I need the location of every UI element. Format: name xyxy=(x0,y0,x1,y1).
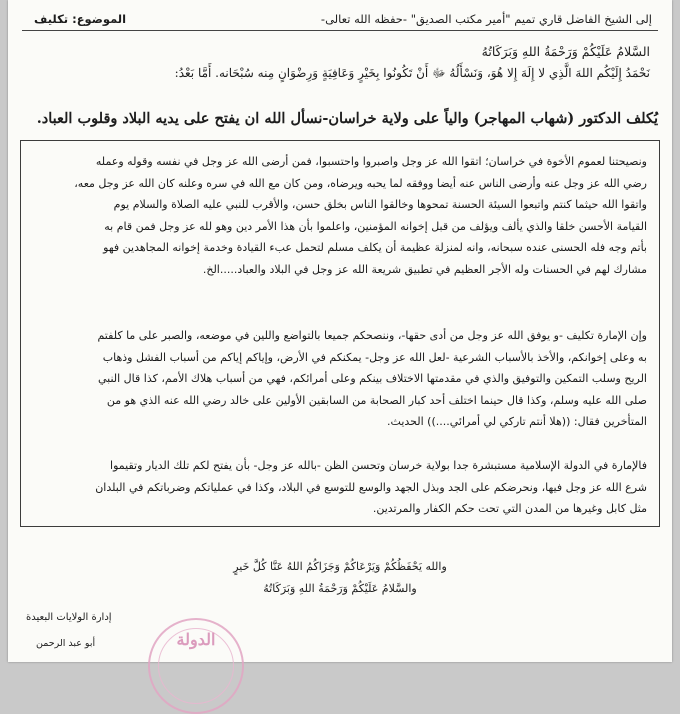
body-line: الريح وسلب التمكين والتوفيق والذي في مقدمتها الاختلاف بينكم وعلى أمرائكم، فهي من أسباب هلاك الأمم، كذا قال النبي xyxy=(97,372,647,385)
assignment-statement: يُكلف الدكتور (شهاب المهاجر) والياً على ولاية خراسان-نسأل الله ان يفتح على يديه البلاد وقلوب العباد. xyxy=(36,110,658,127)
letter-page xyxy=(8,0,672,662)
body-line: وإن الإمارة تكليف -و يوفق الله عز وجل من أدى حقها-، وننصحكم جميعا بالتواضع واللين في موضعه، والصبر على ما كلفتم xyxy=(97,329,647,342)
body-line: به وعلى إخوانكم، والأخذ بالأسباب الشرعية -لعل الله عز وجل- يمكنكم في الأرض، وإياكم إياكم من أسباب الفشل وذهاب xyxy=(102,350,647,364)
greeting: السَّلامُ عَلَيْكُمْ وَرَحْمَةُ اللهِ وَبَرَكَاتُهُ xyxy=(481,44,650,59)
body-paragraph-2 xyxy=(35,325,647,433)
closing-prayer: والله يَحْفَظُكُمْ وَيَرْعَاكُمْ وَجَزَاكُمُ اللهُ عَنَّا كُلَّ خَيرٍ xyxy=(233,560,447,573)
body-line: القيامة الأحسن خلقا والذي يألف ويؤلف من قبل إخوانه المؤمنين، واعلموا بأن هذا الأمر دين وهو لله عز وجل فمن قام به xyxy=(104,219,647,233)
body-line: ونصيحتنا لعموم الأخوة في خراسان؛ اتقوا الله عز وجل واصبروا واحتسبوا، فمن أرضى الله عز وجل في نفسه وقوله وعمله xyxy=(95,155,647,168)
subject-line: الموضوع: تكليف xyxy=(34,12,127,26)
body-line: صلى الله عليه وسلم، وكذا قال حينما اختلف أحد كبار الصحابة من السابقين الأولين على خالد رضي الله عنه الذي هو من xyxy=(106,393,647,407)
closing-salutation: والسَّلامُ عَلَيْكُمْ وَرَحْمَةُ اللهِ وَبَرَكَاتُهُ xyxy=(263,582,417,595)
body-line: واتقوا الله حيثما كنتم واتبعوا السيئة الحسنة تمحوها وخالقوا الناس بخلق حسن، والأقرب للنبي عليه الصلاة والسلام يوم xyxy=(113,198,647,211)
body-paragraph-1 xyxy=(35,151,647,280)
signature-office: إدارة الولايات البعيدة xyxy=(26,612,112,623)
stamp-text: الدولة xyxy=(176,630,216,649)
body-line: مشارك لهم في الحسنات وله الأجر العظيم في تطبيق شريعة الله عز وجل في البلاد والعباد.....الخ. xyxy=(202,262,647,276)
body-line: شرع الله عز وجل فيها، ونحرضكم على الجد وبذل الجهد والوسع للتوسع في البلاد، وكذا في عملياتكم وضرباتكم في البلدان xyxy=(95,480,647,494)
official-stamp xyxy=(148,618,244,714)
opening-praise: نَحْمَدُ إِلَيْكُم اللهَ الَّذِي لا إِلَهَ إِلا هُوَ، وَنَسْأَلُهُ ﷻ أَنْ تَكُونُوا بِخَيْرٍ وَعَافِيَةٍ وَرِضْوَانٍ مِنه سُبْحَانه. أَمَّا بَعْدُ: xyxy=(174,66,650,80)
body-line: رضي الله عز وجل عنه وأرضى الناس عنه أيضا ووفقه لما يحبه ويرضاه، ومن كان مع الله في سره وعلنه كان الله عز وجل معه، xyxy=(74,176,647,190)
recipient-line: إلى الشيخ الفاضل قاري تميم "أمير مكتب الصديق" -حفظه الله تعالى- xyxy=(320,12,652,26)
letter-body-box xyxy=(20,140,660,527)
body-line: المتأخرين فقال: ((هلا أنتم تاركي لي أمرائي....)) الحديث. xyxy=(387,415,647,428)
body-line: مثل كابل وغيرها من المدن التي تحت حكم الكفار والمرتدين. xyxy=(372,502,647,515)
body-paragraph-3 xyxy=(35,455,647,520)
header-divider xyxy=(22,30,658,31)
body-line: فالإمارة في الدولة الإسلامية مستبشرة جدا بولاية خرسان وتحسن الظن -بالله عز وجل- بأن يفتح لكم تلك الديار وتقيموا xyxy=(110,459,647,472)
signature-name: أبو عبد الرحمن xyxy=(36,638,96,649)
body-line: بأتم وجه فله الحسنى عنده سبحانه، وانه لمنزلة عظيمة أن يكلف مسلم لتحمل عبء القيادة وخدمة إخوانه المجاهدين فهو xyxy=(103,241,647,254)
